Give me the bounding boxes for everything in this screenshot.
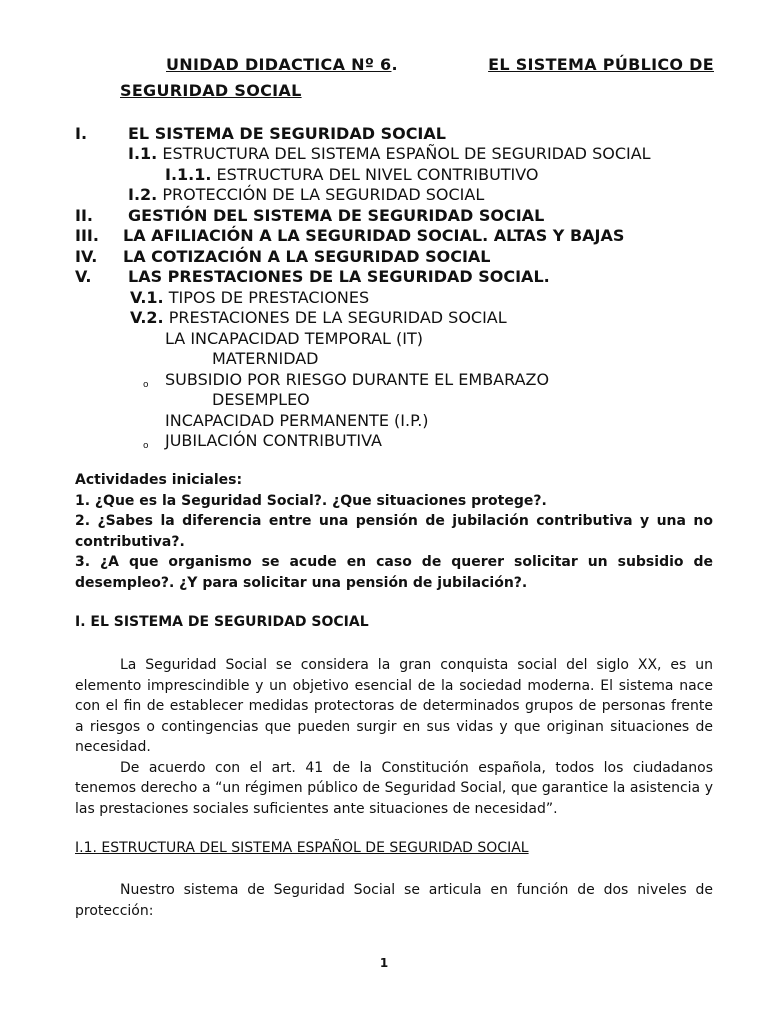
activity-question: 2. ¿Sabes la diferencia entre una pensión de jubilación contributiva y una no contributiva?. — [75, 513, 713, 550]
activity-question: 1. ¿Que es la Seguridad Social?. ¿Que situaciones protege?. — [75, 492, 547, 509]
section-title: I. EL SISTEMA DE SEGURIDAD SOCIAL — [75, 614, 369, 630]
page-number: 1 — [379, 956, 389, 970]
toc-item: I.1.1. ESTRUCTURA DEL NIVEL CONTRIBUTIVO — [165, 165, 539, 184]
toc-item: INCAPACIDAD PERMANENTE (I.P.) — [165, 411, 429, 430]
paragraph: La Seguridad Social se considera la gran conquista social del siglo XX, es un elemento imprescindible y un objetivo esencial de la sociedad moderna. El sistema nace con el fin de establecer medidas protectoras de determinados grupos de personas frente a riesgos o contingencias que pueden surgir en sus vidas y que originan situaciones de necesidad. — [75, 657, 713, 755]
activities-block — [75, 470, 713, 593]
toc-item: III. LA AFILIACIÓN A LA SEGURIDAD SOCIAL. ALTAS Y BAJAS — [75, 226, 625, 245]
title-topic-line2: SEGURIDAD SOCIAL — [120, 81, 302, 100]
toc-item: DESEMPLEO — [212, 390, 310, 409]
subsection-body — [75, 880, 713, 921]
subsection-title: I.1. ESTRUCTURA DEL SISTEMA ESPAÑOL DE SEGURIDAD SOCIAL — [75, 840, 529, 856]
toc-item: V.2. PRESTACIONES DE LA SEGURIDAD SOCIAL — [130, 308, 507, 327]
toc-item: IV. LA COTIZACIÓN A LA SEGURIDAD SOCIAL — [75, 247, 491, 266]
toc-item: I.2. PROTECCIÓN DE LA SEGURIDAD SOCIAL — [128, 185, 485, 204]
bullet-icon: o — [143, 441, 149, 451]
paragraph: De acuerdo con el art. 41 de la Constitución española, todos los ciudadanos tenemos derecho a “un régimen público de Seguridad Social, que garantice la asistencia y las prestaciones sociales suficientes ante situaciones de necesidad”. — [75, 759, 713, 817]
activities-heading: Actividades iniciales: — [75, 472, 243, 488]
title-topic: EL SISTEMA PÚBLICO DE — [488, 55, 714, 74]
document-title: UNIDAD DIDACTICA Nº 6. EL SISTEMA PÚBLICO DE SEGURIDAD SOCIAL — [120, 52, 714, 104]
section-body — [75, 655, 713, 819]
toc-item: I. EL SISTEMA DE SEGURIDAD SOCIAL — [75, 124, 446, 143]
paragraph: Nuestro sistema de Seguridad Social se articula en función de dos niveles de protección: — [75, 882, 713, 919]
toc-item: I.1. ESTRUCTURA DEL SISTEMA ESPAÑOL DE SEGURIDAD SOCIAL — [128, 144, 651, 163]
toc-item: V.1. TIPOS DE PRESTACIONES — [130, 288, 370, 307]
toc-item: II. GESTIÓN DEL SISTEMA DE SEGURIDAD SOCIAL — [75, 206, 545, 225]
bullet-icon: o — [143, 380, 149, 390]
toc-item: V. LAS PRESTACIONES DE LA SEGURIDAD SOCIAL. — [75, 267, 550, 286]
activity-question: 3. ¿A que organismo se acude en caso de querer solicitar un subsidio de desempleo?. ¿Y para solicitar una pensión de jubilación?. — [75, 554, 713, 591]
document-page: UNIDAD DIDACTICA Nº 6. EL SISTEMA PÚBLICO DE SEGURIDAD SOCIAL I. EL SISTEMA DE SEGURIDAD SOCIAL I.1. ESTRUCTURA DEL SISTEMA ESPAÑOL DE SEGURIDAD SOCIAL I.1.1. ESTRUCTURA DEL NIVEL CONTRIBUTIVO I.2. PROTECCIÓN DE LA SEGURIDAD SOCIAL II. GESTIÓN DEL SISTEMA DE SEGURIDAD SOCIAL III. LA AFILIACIÓN A LA SEGURIDAD SOCIAL. ALTAS Y BAJAS IV. LA COTIZACIÓN A LA SEGURIDAD SOCIAL V. LAS PRESTACIONES DE LA SEGURIDAD SOCIAL. V.1. TIPOS DE PRESTACIONES V.2. PRESTACIONES DE LA SEGURIDAD SOCIAL LA INCAPACIDAD TEMPORAL (IT) MATERNIDAD o SUBSIDIO POR RIESGO DURANTE EL EMBARAZO DESEMPLEO INCAPACIDAD PERMANENTE (I.P.) o JUBILACIÓN CONTRIBUTIVA Actividades iniciales: 1. ¿Que es la Seguridad Social?. ¿Que situaciones protege?. 2. ¿Sabes la diferencia entre una pensión de jubilación contributiva y una no contributiva?. 3. ¿A que organismo se acude en caso de querer solicitar un subsidio de desempleo?. ¿Y para solicitar una pensión de jubilación?. I. EL SISTEMA DE SEGURIDAD SOCIAL La Seguridad Social se considera la gran conquista social del siglo XX, es un elemento imprescindible y un objetivo esencial de la sociedad moderna. El sistema nace con el fin de establecer medidas protectoras de determinados grupos de personas frente a riesgos o contingencias que pueden surgir en sus vidas y que originan situaciones de necesidad. De acuerdo con el art. 41 de la Constitución española, todos los ciudadanos tenemos derecho a “un régimen público de Seguridad Social, que garantice la asistencia y las prestaciones sociales suficientes ante situaciones de necesidad”. I.1. ESTRUCTURA DEL SISTEMA ESPAÑOL DE SEGURIDAD SOCIAL Nuestro sistema de Seguridad Social se articula en función de dos niveles de protección: 1 — [0, 0, 768, 1024]
title-unit: UNIDAD DIDACTICA Nº 6 — [166, 55, 392, 74]
toc-item: LA INCAPACIDAD TEMPORAL (IT) — [165, 329, 424, 348]
toc-item: MATERNIDAD — [212, 349, 319, 368]
